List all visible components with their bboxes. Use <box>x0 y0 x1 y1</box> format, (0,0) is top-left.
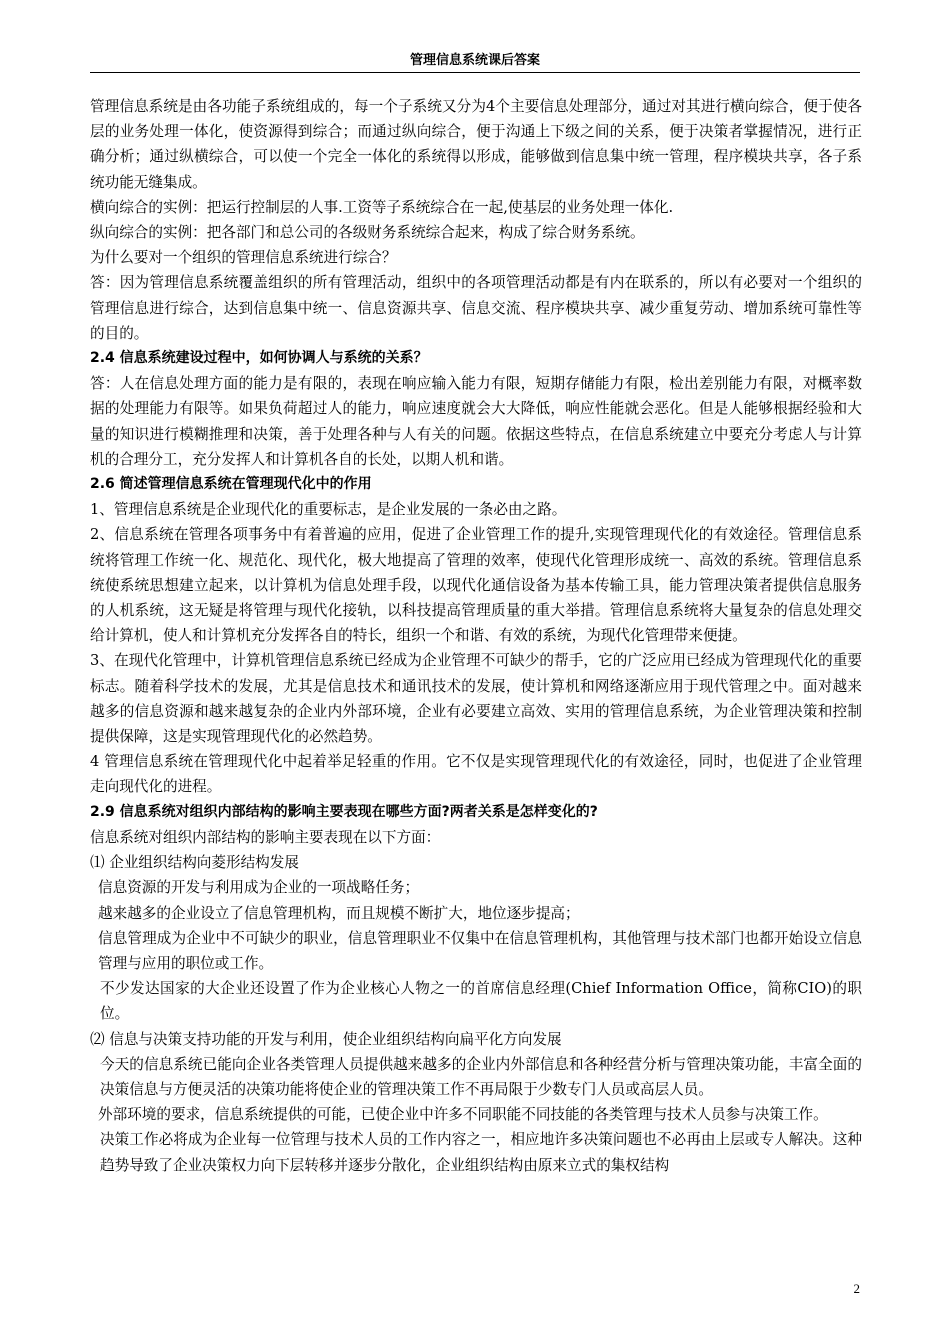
body-paragraph: 信息资源的开发与利用成为企业的一项战略任务； <box>98 879 420 897</box>
body-paragraph: 1、管理信息系统是企业现代化的重要标志，是企业发展的一条必由之路。 <box>90 501 567 519</box>
body-paragraph: 纵向综合的实例：把各部门和总公司的各级财务系统综合起来，构成了综合财务系统。 <box>90 224 645 242</box>
body-paragraph: 管理信息系统是由各功能子系统组成的，每一个子系统又分为4个主要信息处理部分，通过对其进行横向综合，便于使各层的业务处理一体化，使资源得到综合；而通过纵向综合，便于沟通上下级之间的关系，便于决策者掌握情况，进行正确分析；通过纵横综合，可以使一个完全一体化的系统得以形成，能够做到信息集中统一管理，程序模块共享，各子系统功能无缝集成。 <box>90 98 862 191</box>
body-paragraph: 3、在现代化管理中，计算机管理信息系统已经成为企业管理不可缺少的帮手，它的广泛应用已经成为管理现代化的重要标志。随着科学技术的发展，尤其是信息技术和通讯技术的发展，使计算机和网络逐渐应用于现代管理之中。面对越来越多的信息资源和越来越复杂的企业内外部环境，企业有必要建立高效、实用的管理信息系统，为企业管理决策和控制提供保障，这是实现管理现代化的必然趋势。 <box>90 652 862 746</box>
document-body <box>90 94 862 1178</box>
body-paragraph: 4 管理信息系统在管理现代化中起着举足轻重的作用。它不仅是实现管理现代化的有效途径，同时，也促进了企业管理走向现代化的进程。 <box>90 753 862 796</box>
body-paragraph: 为什么要对一个组织的管理信息系统进行综合？ <box>90 249 397 267</box>
page-number: 2 <box>853 1281 860 1296</box>
section-heading: 2.9 信息系统对组织内部结构的影响主要表现在哪些方面?两者关系是怎样变化的? <box>90 803 598 820</box>
section-heading: 2.4 信息系统建设过程中，如何协调人与系统的关系？ <box>90 350 428 367</box>
body-paragraph: ⑴ 企业组织结构向菱形结构发展 <box>90 854 299 872</box>
body-paragraph: 信息系统对组织内部结构的影响主要表现在以下方面： <box>90 828 441 846</box>
body-paragraph: 今天的信息系统已能向企业各类管理人员提供越来越多的企业内外部信息和各种经营分析与管理决策功能，丰富全面的决策信息与方便灵活的决策功能将使企业的管理决策工作不再局限于少数专门人员或高层人员。 <box>100 1055 862 1098</box>
body-paragraph: 答：因为管理信息系统覆盖组织的所有管理活动，组织中的各项管理活动都是有内在联系的，所以有必要对一个组织的管理信息进行综合，达到信息集中统一、信息资源共享、信息交流、程序模块共享、减少重复劳动、增加系统可靠性等的目的。 <box>90 274 862 342</box>
body-paragraph: ⑵ 信息与决策支持功能的开发与利用，使企业组织结构向扁平化方向发展 <box>90 1030 562 1048</box>
body-paragraph: 决策工作必将成为企业每一位管理与技术人员的工作内容之一，相应地许多决策问题也不必再由上层或专人解决。这种趋势导致了企业决策权力向下层转移并逐步分散化，企业组织结构由原来立式的集权结构 <box>100 1131 862 1174</box>
body-paragraph: 外部环境的要求，信息系统提供的可能，已使企业中许多不同职能不同技能的各类管理与技术人员参与决策工作。 <box>98 1106 828 1124</box>
body-paragraph: 不少发达国家的大企业还设置了作为企业核心人物之一的首席信息经理(Chief Information Office，简称CIO)的职位。 <box>100 980 862 1023</box>
header-rule <box>90 72 860 73</box>
body-paragraph: 答：人在信息处理方面的能力是有限的，表现在响应输入能力有限，短期存储能力有限，检出差别能力有限，对概率数据的处理能力有限等。如果负荷超过人的能力，响应速度就会大大降低，响应性能就会恶化。但是人能够根据经验和大量的知识进行模糊推理和决策，善于处理各种与人有关的问题。依据这些特点，在信息系统建立中要充分考虑人与计算机的合理分工，充分发挥人和计算机各自的长处，以期人机和谐。 <box>90 375 862 468</box>
body-paragraph: 信息管理成为企业中不可缺少的职业，信息管理职业不仅集中在信息管理机构，其他管理与技术部门也都开始设立信息管理与应用的职位或工作。 <box>98 929 862 972</box>
page-header-title: 管理信息系统课后答案 <box>409 53 540 68</box>
body-paragraph: 2、信息系统在管理各项事务中有着普遍的应用，促进了企业管理工作的提升,实现管理现代化的有效途径。管理信息系统将管理工作统一化、规范化、现代化，极大地提高了管理的效率，使现代化管理形成统一、高效的系统。管理信息系统使系统思想建立起来，以计算机为信息处理手段，以现代化通信设备为基本传输工具，能力管理决策者提供信息服务的人机系统，这无疑是将管理与现代化接轨，以科技提高管理质量的重大举措。管理信息系统将大量复杂的信息处理交给计算机，使人和计算机充分发挥各自的特长，组织一个和谐、有效的系统，为现代化管理带来便捷。 <box>90 526 862 645</box>
body-paragraph: 越来越多的企业设立了信息管理机构，而且规模不断扩大，地位逐步提高； <box>98 904 580 922</box>
section-heading: 2.6 简述管理信息系统在管理现代化中的作用 <box>90 476 372 493</box>
body-paragraph: 横向综合的实例：把运行控制层的人事.工资等子系统综合在一起,使基层的业务处理一体化. <box>90 198 674 216</box>
